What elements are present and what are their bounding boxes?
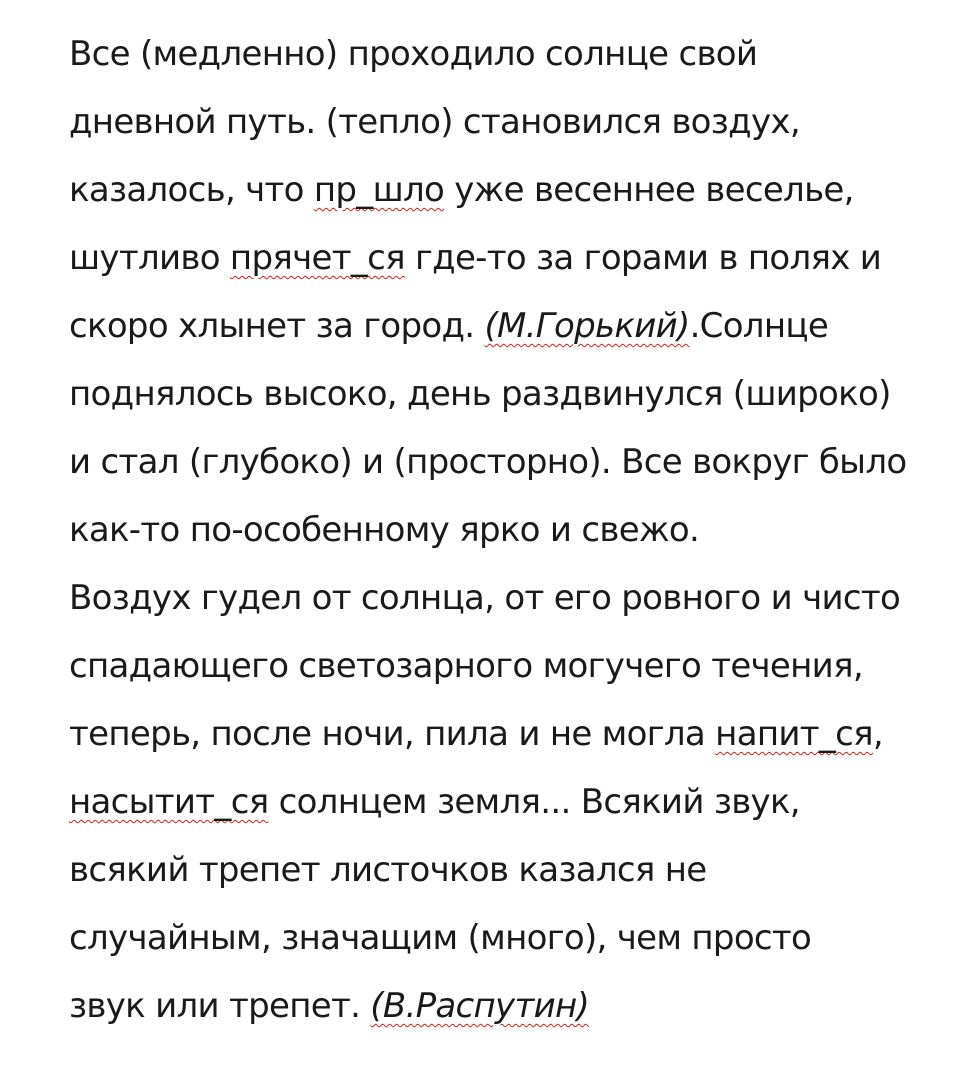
text-segment: Воздух гудел от солнца, от его ровного и чисто <box>69 578 901 618</box>
text-segment: спадающего светозарного могучего течения, <box>69 646 863 686</box>
text-segment: солнцем земля... Всякий звук, <box>268 782 800 822</box>
document-body-text <box>69 20 960 1040</box>
text-line <box>69 292 960 360</box>
text-segment: шутливо <box>69 238 230 278</box>
text-segment: где-то за горами в полях и <box>404 238 882 278</box>
text-line <box>69 496 960 564</box>
text-line <box>69 20 960 88</box>
text-segment: как-то по-особенному ярко и свежо. <box>69 510 700 550</box>
author-attribution: (В.Распутин) <box>370 986 590 1026</box>
text-segment: теперь, после ночи, пила и не могла <box>69 714 716 754</box>
text-segment: дневной путь. (тепло) становился воздух, <box>69 102 800 142</box>
text-line <box>69 224 960 292</box>
text-segment: казалось, что <box>69 170 314 210</box>
misspelled-word: напит_ся <box>715 714 873 754</box>
text-line <box>69 632 960 700</box>
text-line <box>69 768 960 836</box>
text-segment: случайным, значащим (много), чем просто <box>69 918 812 958</box>
text-line <box>69 972 960 1040</box>
text-segment: уже весеннее веселье, <box>444 170 854 210</box>
text-segment: Все (медленно) проходило солнце свой <box>69 34 758 74</box>
text-line <box>69 836 960 904</box>
text-line <box>69 156 960 224</box>
misspelled-word: пр_шло <box>313 170 445 210</box>
text-segment: поднялось высоко, день раздвинулся (широко) <box>69 374 891 414</box>
text-line <box>69 428 960 496</box>
text-segment: всякий трепет листочков казался не <box>69 850 707 890</box>
text-line <box>69 564 960 632</box>
author-attribution: (М.Горький) <box>484 306 690 346</box>
text-segment: и стал (глубоко) и (просторно). Все вокруг было <box>69 442 907 482</box>
text-line <box>69 700 960 768</box>
text-segment: звук или трепет. <box>69 986 371 1026</box>
text-segment: скоро хлынет за город. <box>69 306 485 346</box>
misspelled-word: прячет_ся <box>229 238 405 278</box>
text-line <box>69 904 960 972</box>
text-line <box>69 88 960 156</box>
text-segment: , <box>872 714 884 754</box>
text-segment: .Солнце <box>689 306 829 346</box>
text-line <box>69 360 960 428</box>
misspelled-word: насытит_ся <box>69 782 269 822</box>
